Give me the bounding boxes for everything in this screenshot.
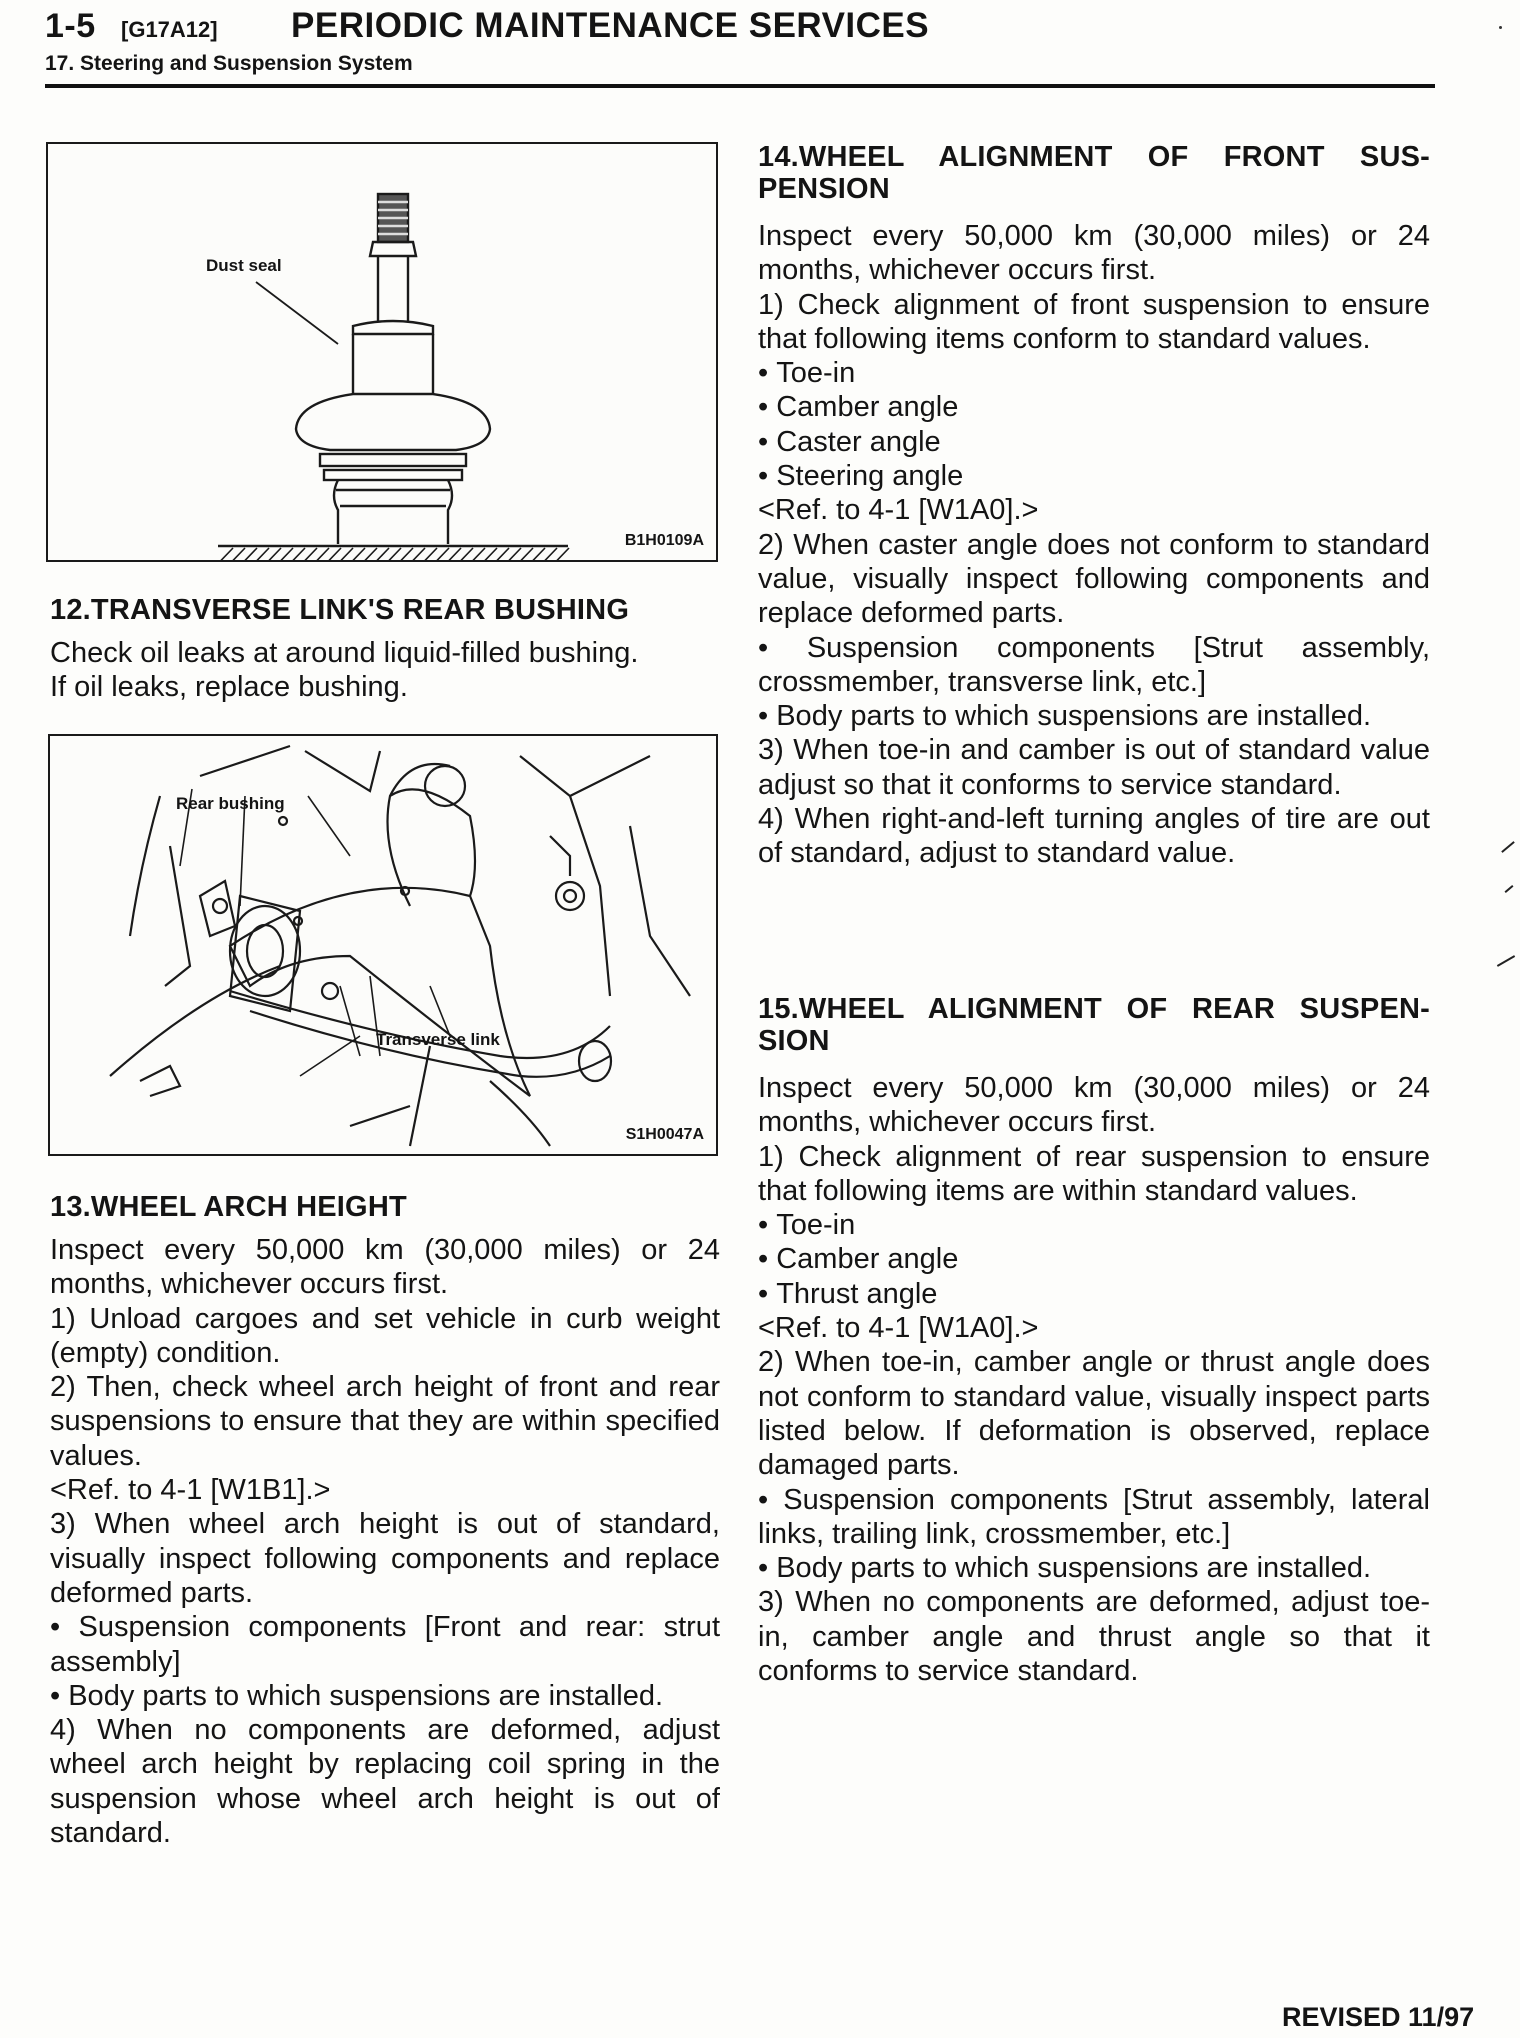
- revision-note: REVISED 11/97: [1282, 2002, 1475, 2032]
- sec13-step-3: 3) When wheel arch height is out of standard, visually inspect following components and replace deformed parts.: [50, 1508, 720, 1609]
- section-14-title-line2: PENSION: [758, 173, 890, 205]
- sec15-step-3: 3) When no components are deformed, adjust toe-in, camber angle and thrust angle so that it conforms to service standard.: [758, 1586, 1430, 1688]
- sec15-bullet-body: • Body parts to which suspensions are installed.: [758, 1551, 1430, 1585]
- figure-rear-bushing: [48, 734, 718, 1156]
- section-15: [758, 993, 1430, 1688]
- sec15-step-2: 2) When toe-in, camber angle or thrust angle does not conform to standard value, visually inspect parts listed below. If deformation is observed, replace damaged parts.: [758, 1346, 1430, 1482]
- sec13-step-2: 2) Then, check wheel arch height of front and rear suspensions to ensure that they are within specified values.: [50, 1371, 720, 1472]
- section-12-text-2: If oil leaks, replace bushing.: [50, 671, 408, 704]
- page-title: PERIODIC MAINTENANCE SERVICES: [291, 6, 930, 45]
- label-rear-bushing: Rear bushing: [176, 794, 285, 813]
- section-13-title: 13.WHEEL ARCH HEIGHT: [50, 1191, 407, 1223]
- sec15-intro: Inspect every 50,000 km (30,000 miles) or 24 months, whichever occurs first.: [758, 1072, 1430, 1139]
- sec14-bullet-camber: • Camber angle: [758, 390, 1430, 424]
- margin-mark: [1505, 885, 1514, 893]
- sec15-bullet-toe-in: • Toe-in: [758, 1208, 1430, 1242]
- sec13-ref: <Ref. to 4-1 [W1B1].>: [50, 1474, 331, 1507]
- section-15-title: [758, 993, 1430, 1057]
- sec14-bullet-steering: • Steering angle: [758, 459, 1430, 493]
- sec13-step-4: 4) When no components are deformed, adjust wheel arch height by replacing coil spring in the suspension whose wheel arch height is out of standard.: [50, 1714, 720, 1850]
- sec13-bullet-suspension: • Suspension components [Front and rear: strut assembly]: [50, 1610, 720, 1679]
- label-transverse-link: Transverse link: [376, 1030, 500, 1049]
- page-header: [45, 6, 1435, 76]
- scan-dot: [1499, 26, 1502, 29]
- label-dust-seal: Dust seal: [206, 256, 282, 275]
- page-subtitle: 17. Steering and Suspension System: [45, 52, 413, 75]
- dust-seal-illustration: [48, 144, 716, 560]
- section-12-text-1: Check oil leaks at around liquid-filled bushing.: [50, 637, 639, 669]
- sec14-bullet-caster: • Caster angle: [758, 425, 1430, 459]
- section-12: [50, 594, 720, 705]
- sec14-step-1: 1) Check alignment of front suspension to ensure that following items conform to standard values.: [758, 288, 1430, 355]
- sec14-step-3: 3) When toe-in and camber is out of standard value adjust so that it conforms to service standard.: [758, 734, 1430, 801]
- sec14-bullet-toe-in: • Toe-in: [758, 356, 1430, 390]
- section-code: [G17A12]: [121, 17, 218, 42]
- figure1-code: B1H0109A: [624, 532, 704, 549]
- section-14-title-line1: 14.WHEEL ALIGNMENT OF FRONT SUS-: [758, 141, 1430, 173]
- section-14: [758, 141, 1430, 871]
- figure-dust-seal: [46, 142, 718, 562]
- sec15-ref: <Ref. to 4-1 [W1A0].>: [758, 1312, 1039, 1345]
- section-15-title-line2: SION: [758, 1025, 830, 1057]
- page-number: 1-5: [45, 7, 96, 45]
- section-12-title: 12.TRANSVERSE LINK'S REAR BUSHING: [50, 594, 630, 626]
- sec13-bullet-body: • Body parts to which suspensions are installed.: [50, 1679, 720, 1713]
- header-rule: [45, 84, 1435, 88]
- margin-mark: [1497, 955, 1515, 967]
- sec14-ref: <Ref. to 4-1 [W1A0].>: [758, 494, 1039, 527]
- sec13-step-1: 1) Unload cargoes and set vehicle in curb weight (empty) condition.: [50, 1302, 720, 1369]
- figure2-code: S1H0047A: [625, 1126, 704, 1143]
- sec15-step-1: 1) Check alignment of rear suspension to ensure that following items are within standard values.: [758, 1140, 1430, 1207]
- sec14-step-4: 4) When right-and-left turning angles of tire are out of standard, adjust to standard value.: [758, 803, 1430, 870]
- margin-mark: [1501, 841, 1515, 853]
- sec14-step-2: 2) When caster angle does not conform to standard value, visually inspect following components and replace deformed parts.: [758, 528, 1430, 630]
- section-14-title: [758, 141, 1430, 205]
- sec15-bullet-suspension: • Suspension components [Strut assembly, lateral links, trailing link, crossmember, etc.]: [758, 1483, 1430, 1552]
- section-13: [50, 1191, 720, 1850]
- sec14-intro: Inspect every 50,000 km (30,000 miles) or 24 months, whichever occurs first.: [758, 220, 1430, 287]
- sec13-intro: Inspect every 50,000 km (30,000 miles) or 24 months, whichever occurs first.: [50, 1234, 720, 1301]
- sec15-bullet-camber: • Camber angle: [758, 1242, 1430, 1276]
- sec14-bullet-suspension: • Suspension components [Strut assembly, crossmember, transverse link, etc.]: [758, 631, 1430, 700]
- sec14-bullet-body: • Body parts to which suspensions are installed.: [758, 699, 1430, 733]
- sec15-bullet-thrust: • Thrust angle: [758, 1277, 1430, 1311]
- section-15-title-line1: 15.WHEEL ALIGNMENT OF REAR SUSPEN-: [758, 993, 1430, 1025]
- rear-bushing-illustration: [50, 736, 716, 1154]
